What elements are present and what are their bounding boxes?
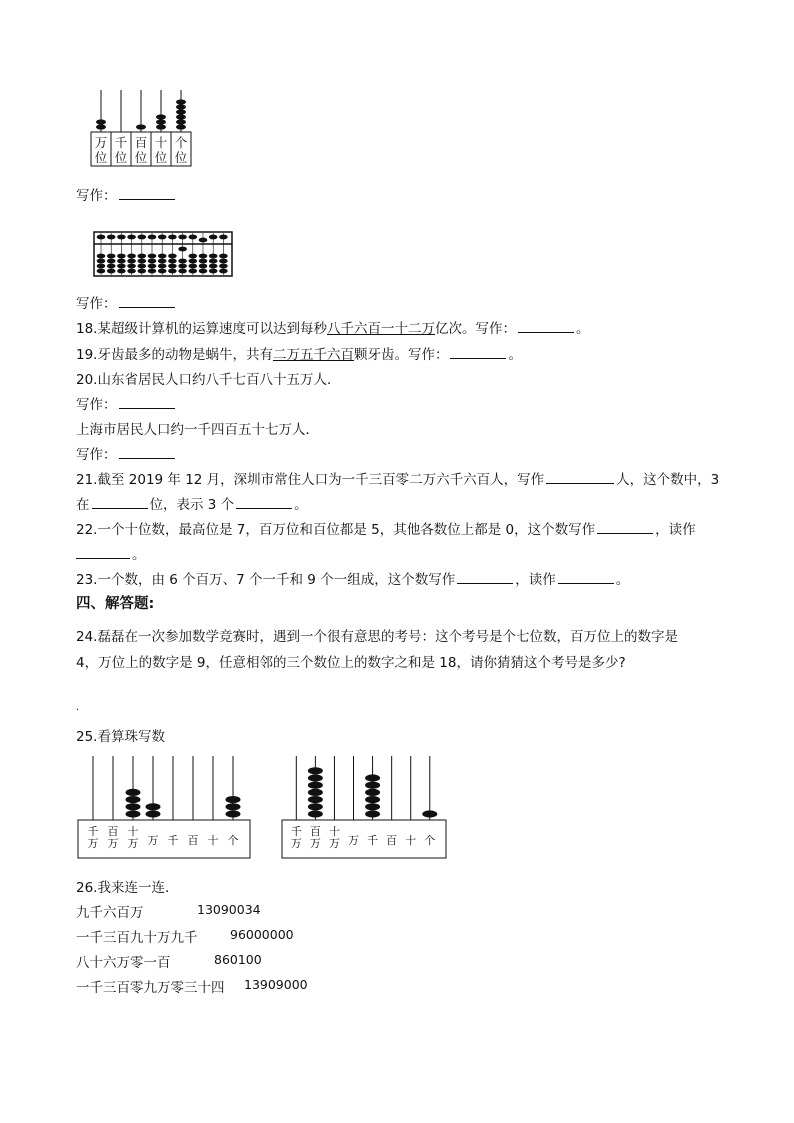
question-21-line2: 在 位，表示 3 个 。	[76, 497, 308, 513]
abacus-label-shi: 十 位	[154, 135, 168, 165]
soroban-bead	[158, 259, 167, 264]
soroban-bead	[107, 254, 116, 259]
write-line-1	[76, 184, 177, 204]
soroban-bead	[148, 264, 157, 269]
abacus-place-label: 十	[127, 825, 139, 838]
match-right-item: 13909000	[244, 977, 308, 992]
abacus-place-label: 百	[386, 834, 398, 847]
abacus-bead	[365, 774, 380, 781]
abacus-label-wan: 万 位	[94, 135, 108, 165]
abacus-place-label: 个	[227, 834, 239, 847]
soroban-bead	[178, 247, 187, 252]
soroban-bead	[178, 235, 187, 240]
write-label: 写作：	[76, 296, 117, 312]
soroban-bead	[97, 254, 106, 259]
abacus-bead	[308, 810, 323, 817]
write-label: 写作：	[76, 447, 117, 463]
abacus-bead	[365, 782, 380, 789]
question-18: 18.某超级计算机的运算速度可以达到每秒八千六百一十二万亿次。写作： 。	[76, 321, 590, 337]
soroban-bead	[97, 259, 106, 264]
abacus-left	[76, 752, 256, 862]
soroban-bead	[189, 264, 198, 269]
answer-blank[interactable]	[119, 447, 175, 459]
soroban-bead	[189, 269, 198, 274]
soroban-bead	[219, 254, 228, 259]
abacus-bead	[365, 803, 380, 810]
answer-blank[interactable]	[236, 497, 292, 509]
soroban-bead	[168, 259, 177, 264]
soroban-bead	[127, 254, 136, 259]
abacus-bead	[308, 789, 323, 796]
question-20-line1: 20.山东省居民人口约八千七百八十五万人．	[76, 372, 341, 388]
soroban-bead	[189, 259, 198, 264]
write-line-3	[76, 393, 177, 413]
soroban-bead	[158, 235, 167, 240]
abacus-bead	[126, 810, 141, 817]
soroban-bead	[158, 269, 167, 274]
abacus-bead	[365, 789, 380, 796]
soroban-bead	[168, 264, 177, 269]
underlined-number-words: 二万五千六百	[272, 347, 354, 363]
soroban-bead	[189, 235, 198, 240]
soroban-bead	[117, 259, 126, 264]
soroban-bead	[219, 259, 228, 264]
soroban-bead	[168, 269, 177, 274]
soroban-bead	[178, 259, 187, 264]
soroban-bead	[148, 254, 157, 259]
abacus-place-label: 万	[127, 837, 139, 850]
abacus-bead	[226, 803, 241, 810]
soroban-bead	[209, 259, 218, 264]
stray-dot: .	[76, 702, 80, 713]
abacus-place-label: 万	[87, 837, 99, 850]
abacus-label-ge: 个 位	[174, 135, 188, 165]
question-26-title: 26.我来连一连．	[76, 880, 179, 896]
soroban-bead	[199, 238, 208, 243]
abacus-place-label: 万	[309, 837, 321, 850]
soroban-bead	[138, 269, 147, 274]
answer-blank[interactable]	[450, 347, 506, 359]
abacus-place-label: 个	[424, 834, 436, 847]
soroban-bead	[158, 264, 167, 269]
soroban-bead	[127, 235, 136, 240]
question-19: 19.牙齿最多的动物是蜗牛，共有二万五千六百颗牙齿。写作： 。	[76, 347, 522, 363]
question-22-line1: 22.一个十位数，最高位是 7，百万位和百位都是 5，其他各数位上都是 0，这个数写作 ，读作	[76, 522, 696, 538]
soroban-bead	[138, 264, 147, 269]
soroban-bead	[117, 235, 126, 240]
question-22-line2: 。	[76, 543, 146, 563]
match-right-item: 96000000	[230, 927, 294, 942]
question-24-line2: 4，万位上的数字是 9，任意相邻的三个数位上的数字之和是 18，请你猜猜这个考号是多少?	[76, 655, 626, 671]
soroban-bead	[199, 254, 208, 259]
match-left-item: 八十六万零一百	[76, 955, 171, 971]
underlined-number-words: 八千六百一十二万	[326, 321, 435, 337]
abacus-label-bai: 百 位	[134, 135, 148, 165]
abacus-place-label: 万	[328, 837, 340, 850]
match-right-item: 13090034	[197, 902, 261, 917]
soroban-bead	[107, 264, 116, 269]
soroban-bead	[209, 254, 218, 259]
question-20-line2: 上海市居民人口约一千四百五十七万人．	[76, 422, 319, 438]
answer-blank[interactable]	[76, 547, 130, 559]
answer-blank[interactable]	[119, 296, 175, 308]
soroban-bead	[97, 264, 106, 269]
abacus-label-qian: 千 位	[114, 135, 128, 165]
abacus-place-label: 百	[309, 825, 321, 838]
match-left-item: 一千三百九十万九千	[76, 930, 198, 946]
abacus-bead	[126, 803, 141, 810]
abacus-bead	[308, 803, 323, 810]
abacus-place-label: 万	[348, 834, 360, 847]
soroban-bead	[189, 254, 198, 259]
soroban-bead	[148, 235, 157, 240]
soroban-bead	[107, 235, 116, 240]
soroban-abacus	[92, 230, 234, 278]
soroban-bead	[209, 269, 218, 274]
answer-blank[interactable]	[119, 188, 175, 200]
soroban-bead	[117, 264, 126, 269]
match-left-item: 一千三百零九万零三十四	[76, 980, 225, 996]
soroban-bead	[148, 269, 157, 274]
abacus-bead	[422, 810, 437, 817]
abacus-place-label: 千	[290, 825, 302, 838]
soroban-bead	[117, 269, 126, 274]
soroban-bead	[178, 269, 187, 274]
soroban-bead	[168, 235, 177, 240]
soroban-bead	[199, 269, 208, 274]
soroban-bead	[219, 269, 228, 274]
abacus-bead	[226, 810, 241, 817]
soroban-bead	[219, 235, 228, 240]
question-24-line1: 24.磊磊在一次参加数学竞赛时，遇到一个很有意思的考号：这个考号是个七位数，百万位上的数字是	[76, 629, 678, 645]
match-left-item: 九千六百万	[76, 905, 144, 921]
soroban-bead	[127, 269, 136, 274]
abacus-place-label: 十	[405, 834, 417, 847]
match-row	[76, 976, 308, 996]
soroban-bead	[148, 259, 157, 264]
match-row	[76, 951, 262, 971]
abacus-right	[280, 752, 452, 862]
abacus-bead	[365, 810, 380, 817]
question-23: 23.一个数，由 6 个百万、7 个一千和 9 个一组成，这个数写作 ，读作 。	[76, 572, 630, 588]
abacus-bead	[146, 803, 161, 810]
match-row	[76, 901, 261, 921]
soroban-bead	[127, 259, 136, 264]
match-row	[76, 926, 294, 946]
soroban-bead	[209, 264, 218, 269]
abacus-bead	[308, 782, 323, 789]
write-line-4	[76, 443, 177, 463]
soroban-bead	[107, 269, 116, 274]
abacus-bead	[146, 810, 161, 817]
soroban-bead	[178, 264, 187, 269]
answer-blank[interactable]	[546, 472, 614, 484]
abacus-place-label: 万	[107, 837, 119, 850]
answer-blank[interactable]	[597, 522, 653, 534]
question-25-title: 25.看算珠写数	[76, 729, 165, 745]
answer-blank[interactable]	[92, 497, 148, 509]
answer-blank[interactable]	[518, 321, 574, 333]
write-label: 写作：	[76, 188, 117, 204]
abacus-bead	[308, 774, 323, 781]
abacus-place-label: 十	[207, 834, 219, 847]
answer-blank[interactable]	[558, 572, 614, 584]
abacus-place-label: 千	[367, 834, 379, 847]
abacus-place-label: 千	[167, 834, 179, 847]
match-right-item: 860100	[214, 952, 262, 967]
abacus-bead	[365, 796, 380, 803]
soroban-bead	[138, 235, 147, 240]
soroban-bead	[127, 264, 136, 269]
section-heading: 四、解答题:	[76, 596, 155, 612]
soroban-bead	[209, 235, 218, 240]
abacus-place-label: 万	[147, 834, 159, 847]
soroban-bead	[107, 259, 116, 264]
soroban-bead	[138, 259, 147, 264]
abacus-place-label: 千	[87, 825, 99, 838]
soroban-bead	[97, 269, 106, 274]
soroban-bead	[138, 254, 147, 259]
soroban-bead	[199, 259, 208, 264]
answer-blank[interactable]	[457, 572, 513, 584]
soroban-bead	[168, 254, 177, 259]
soroban-bead	[219, 264, 228, 269]
write-line-2	[76, 292, 177, 312]
abacus-place-label: 百	[107, 825, 119, 838]
soroban-bead	[158, 254, 167, 259]
write-label: 写作：	[76, 397, 117, 413]
abacus-bead	[126, 789, 141, 796]
abacus-place-label: 万	[290, 837, 302, 850]
answer-blank[interactable]	[119, 397, 175, 409]
abacus-bead	[226, 796, 241, 803]
abacus-bead	[308, 796, 323, 803]
soroban-bead	[97, 235, 106, 240]
abacus-place-label: 十	[328, 825, 340, 838]
abacus-bead	[126, 796, 141, 803]
soroban-bead	[199, 264, 208, 269]
abacus-place-label: 百	[187, 834, 199, 847]
abacus-bead	[308, 767, 323, 774]
soroban-bead	[117, 254, 126, 259]
question-21-line1: 21.截至 2019 年 12 月，深圳市常住人口为一千三百零二万六千六百人，写作 人，这个数中，3	[76, 472, 720, 488]
